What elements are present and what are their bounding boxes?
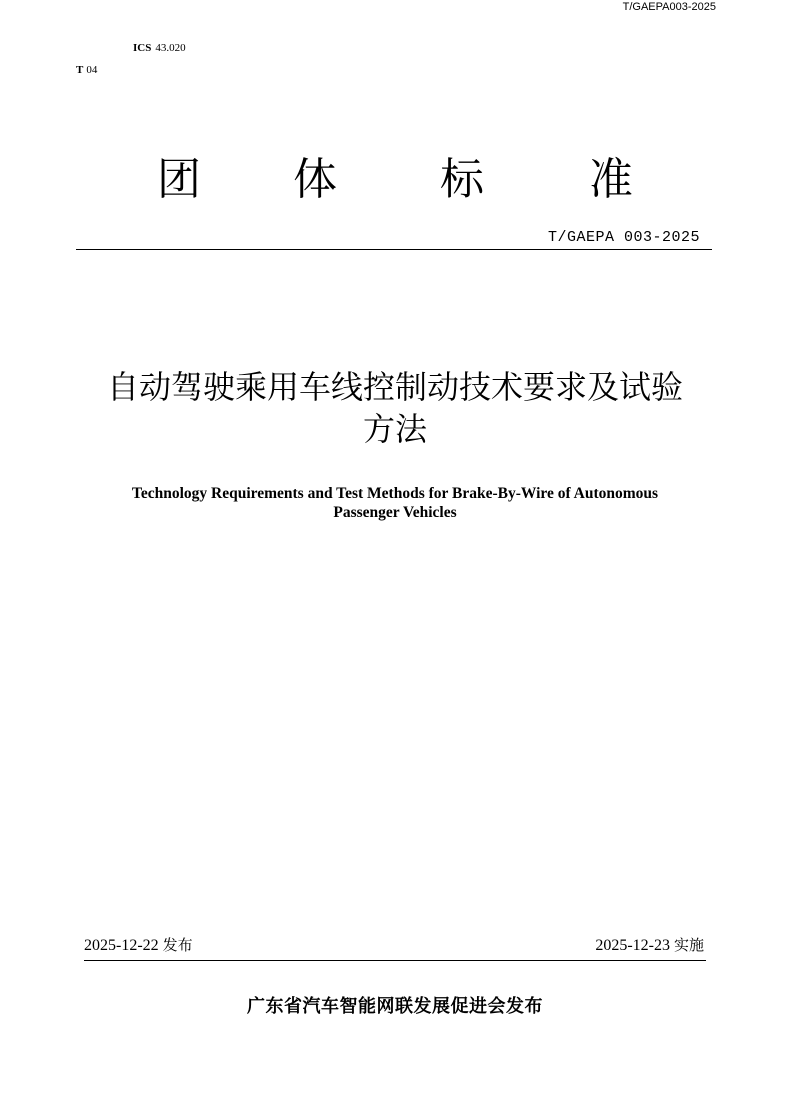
ics-classification — [133, 42, 186, 54]
standard-type-char-4: 准 — [589, 154, 633, 205]
ics-label: ICS — [133, 42, 152, 54]
header-standard-code: T/GAEPA003-2025 — [622, 1, 716, 13]
standard-number: T/GAEPA 003-2025 — [547, 229, 700, 246]
ccs-value: 04 — [86, 64, 98, 76]
chinese-title-line-1: 自动驾驶乘用车线控制动技术要求及试验 — [106, 368, 683, 406]
issue-date — [84, 934, 193, 955]
bottom-divider — [84, 960, 706, 961]
implementation-date-value: 2025-12-23 — [595, 937, 670, 954]
standard-type-heading — [0, 150, 790, 210]
ics-value: 43.020 — [155, 42, 186, 54]
ccs-label: T — [76, 64, 84, 76]
chinese-title — [40, 366, 750, 450]
implementation-date-label: 实施 — [673, 936, 704, 954]
standard-type-char-1: 团 — [157, 154, 201, 205]
english-title-line-2: Passenger Vehicles — [333, 504, 457, 521]
english-title — [40, 484, 750, 522]
chinese-title-line-2: 方法 — [362, 410, 427, 448]
implementation-date — [595, 934, 704, 955]
ccs-classification — [76, 64, 97, 76]
standard-type-char-3: 标 — [440, 154, 484, 205]
issue-date-value: 2025-12-22 — [84, 937, 159, 954]
issue-date-label: 发布 — [162, 936, 193, 954]
top-divider — [76, 249, 712, 250]
english-title-line-1: Technology Requirements and Test Methods for Brake-By-Wire of Autonomous — [131, 485, 659, 502]
publisher: 广东省汽车智能网联发展促进会发布 — [247, 996, 543, 1017]
standard-type-char-2: 体 — [293, 154, 337, 205]
